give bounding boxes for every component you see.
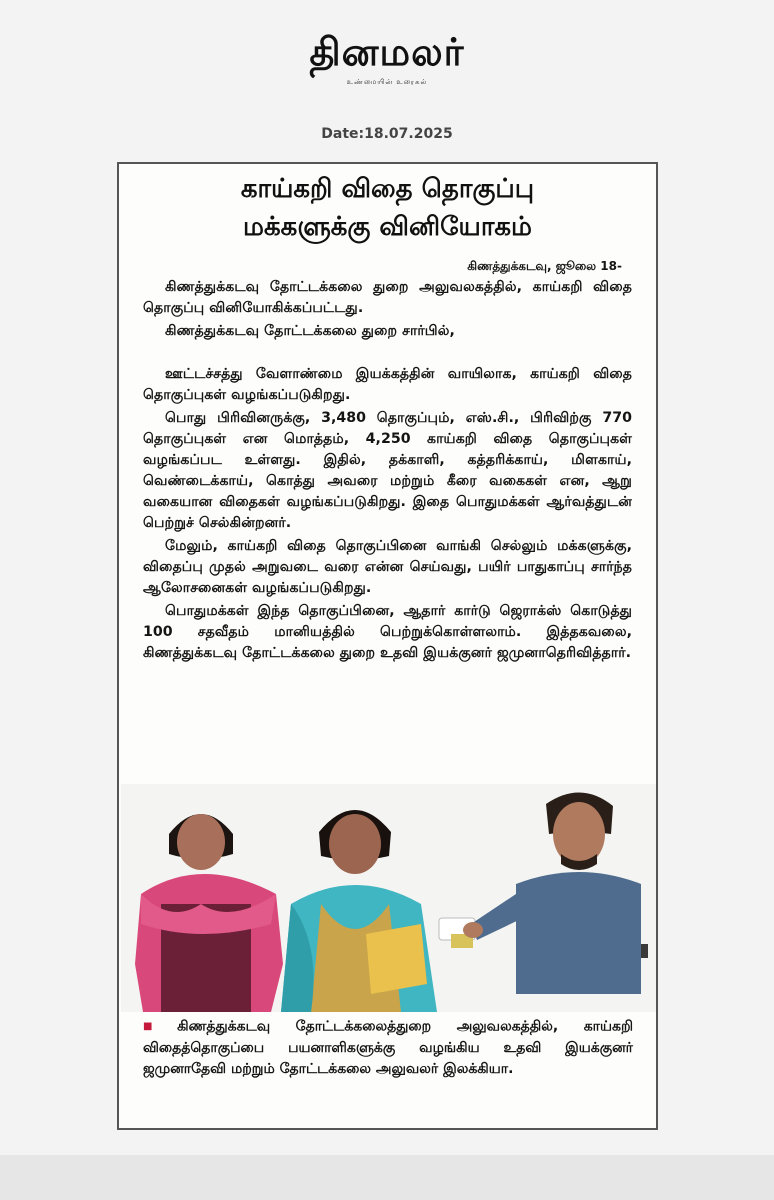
photo-caption (143, 1016, 633, 1080)
headline-line-1: காய்கறி விதை தொகுப்பு (240, 174, 535, 204)
paragraph-3: ஊட்டச்சத்து வேளாண்மை இயக்கத்தின் வாயிலாக, காய்கறி விதை தொகுப்புகள் வழங்கப்படுகிறது. (143, 366, 632, 403)
paragraph-1: கிணத்துக்கடவு தோட்டக்கலை துறை அலுவலகத்தில், காய்கறி விதை தொகுப்பு வினியோகிக்கப்பட்டது. (143, 279, 632, 316)
caption-text: கிணத்துக்கடவு தோட்டக்கலைத்துறை அலுவலகத்தில், காய்கறி விதைத்தொகுப்பை பயனாளிகளுக்கு வழங்கிய உதவி இயக்குனர் ஜமுனாதேவி மற்றும் தோட்டக்கலை அலுவலர் இலக்கியா. (143, 1018, 633, 1077)
news-photo (121, 784, 656, 1012)
masthead-logo (310, 30, 465, 80)
news-clipping (117, 162, 658, 1130)
paragraph-5: மேலும், காய்கறி விதை தொகுப்பினை வாங்கி செல்லும் மக்களுக்கு, விதைப்பு முதல் அறுவடை வரை என்ன செய்வது, பயிர் பாதுகாப்பு சார்ந்த ஆலோசனைகள் வழங்கப்படுகிறது. (143, 538, 632, 596)
paragraph-2: கிணத்துக்கடவு தோட்டக்கலை துறை சார்பில், (165, 323, 455, 339)
photo-illustration (121, 784, 656, 1012)
article-body (119, 256, 656, 664)
masthead-title: தினமலர் (309, 30, 465, 74)
paragraph-4: பொது பிரிவினருக்கு, 3,480 தொகுப்பும், எஸ்.சி., பிரிவிற்கு 770 தொகுப்புகள் என மொத்தம், 4,250 காய்கறி விதை தொகுப்புகள் வழங்கப்பட உள்ளது. இதில், தக்காளி, கத்தரிக்காய், மிளகாய், வெண்டைக்காய், கொத்து அவரை மற்றும் கீரை வகைகள் என, ஆறு வகையான விதைகள் வழங்கப்படுகிறது. இதை பொதுமக்கள் ஆர்வத்துடன் பெற்றுச் செல்கின்றனர். (143, 410, 632, 531)
bottom-band (0, 1155, 774, 1200)
headline (119, 170, 656, 246)
paragraph-6: பொதுமக்கள் இந்த தொகுப்பினை, ஆதார் கார்டு ஜெராக்ஸ் கொடுத்து 100 சதவீதம் மானியத்தில் பெற்றுக்கொள்ளலாம். இத்தகவலை, கிணத்துக்கடவு தோட்டக்கலை துறை உதவி இயக்குனர் ஜமுனாதெரிவித்தார். (143, 603, 632, 661)
masthead-tagline: உண்மையின் உரைகல் (346, 78, 428, 86)
date-line: Date:18.07.2025 (321, 126, 453, 142)
article-dateline: கிணத்துக்கடவு, ஜூலை 18- (467, 259, 622, 273)
masthead (0, 30, 774, 87)
headline-line-2: மக்களுக்கு வினியோகம் (243, 212, 532, 242)
caption-bullet-icon: ■ (143, 1021, 174, 1032)
